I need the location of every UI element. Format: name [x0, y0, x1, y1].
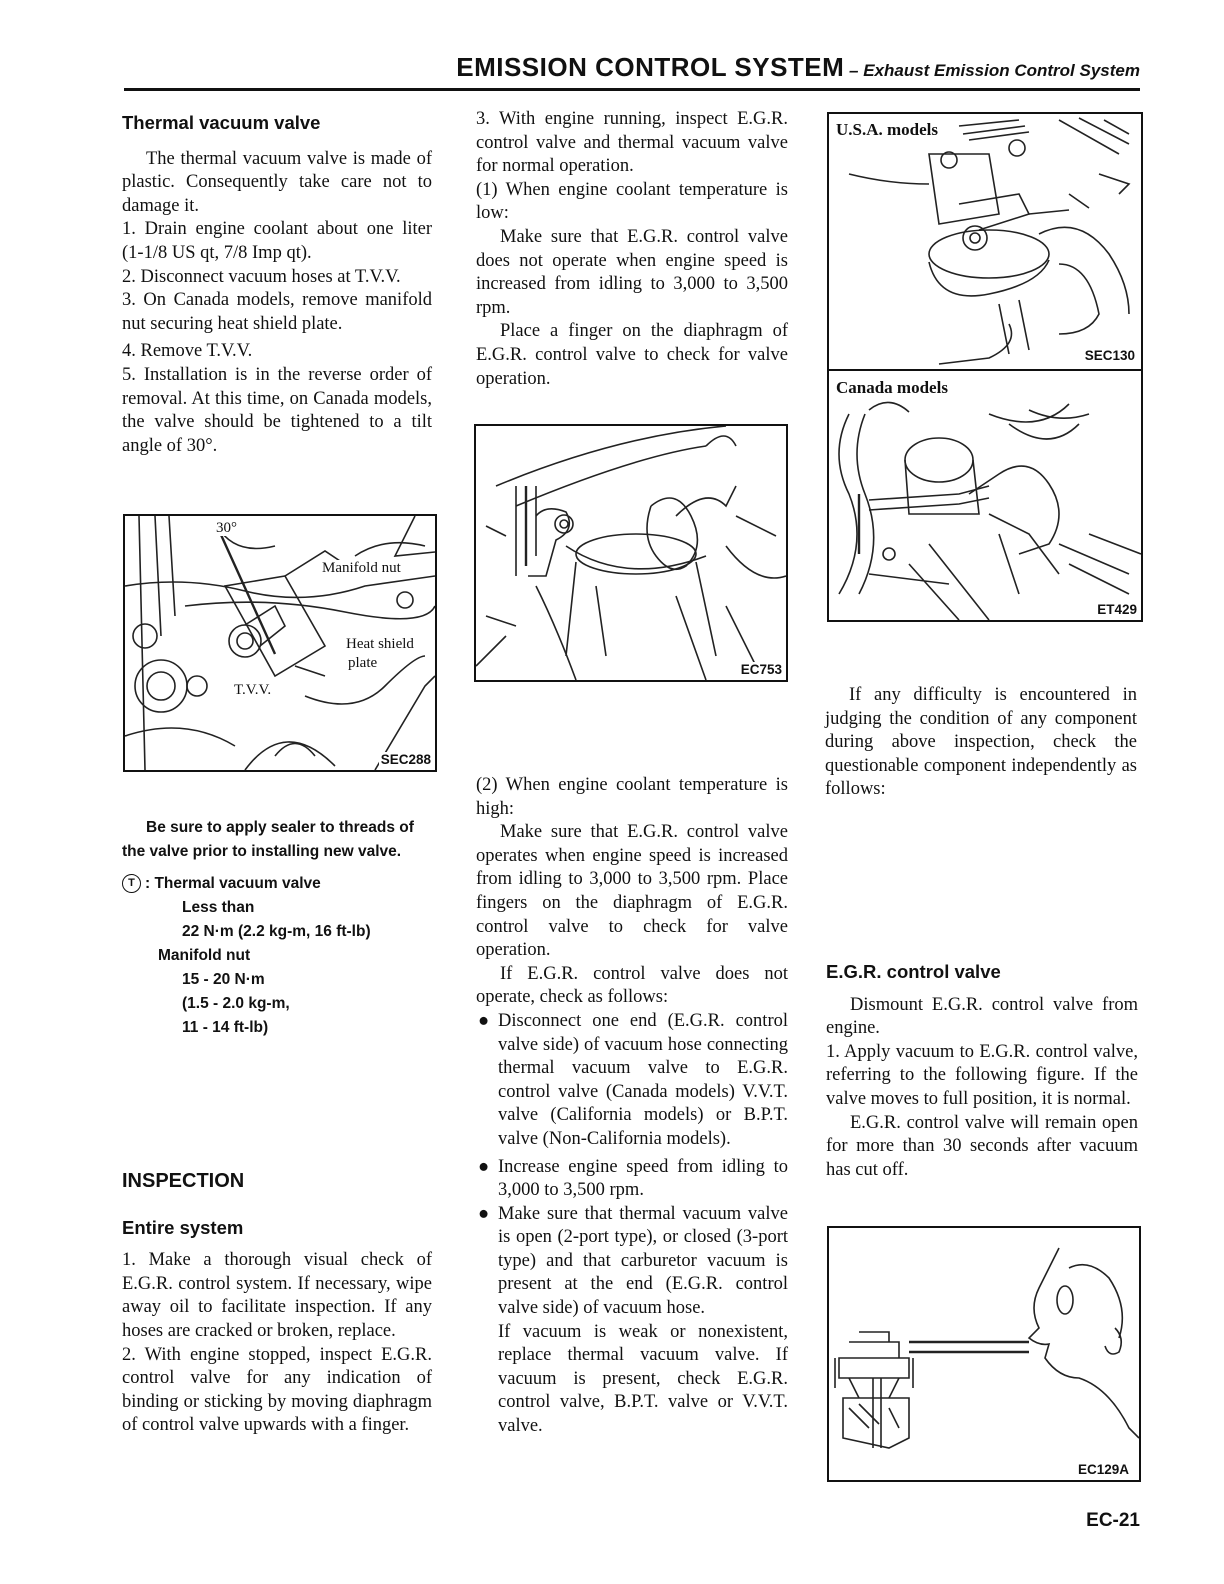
tvv-intro: The thermal vacuum valve is made of plastic. Consequently take care not to damage it.: [122, 148, 432, 216]
figure-code-sec130: SEC130: [1084, 348, 1135, 363]
check-bullet-2: ● Increase engine speed from idling to 3,000 to 3,500 rpm.: [478, 1156, 788, 1201]
column-left: [122, 108, 432, 458]
figure-code-ec753: EC753: [740, 662, 782, 677]
egr-valve-block: [826, 960, 1138, 1182]
canada-models-label: Canada models: [836, 378, 948, 397]
figure-code-ec129a: EC129A: [1077, 1462, 1129, 1477]
egr-p1: Dismount E.G.R. control valve from engine.: [826, 994, 1138, 1039]
sealer-note: Be sure to apply sealer to threads of the valve prior to installing new valve.: [122, 819, 414, 860]
heat-shield-label: Heat shield: [346, 636, 414, 652]
tvv-models-drawing: [829, 114, 1141, 620]
egr-p2: 1. Apply vacuum to E.G.R. control valve, referring to the following figure. If the valve moves to full position, it is normal.: [826, 1041, 1138, 1109]
entire-step-2: 2. With engine stopped, inspect E.G.R. control valve for any indication of binding or sticking by moving diaphragm of control valve upwards with a finger.: [122, 1344, 432, 1436]
manifold-nut-label: Manifold nut: [322, 560, 401, 576]
tvv-step-2: 2. Disconnect vacuum hoses at T.V.V.: [122, 266, 401, 287]
egr-p3: E.G.R. control valve will remain open for more than 30 seconds after vacuum has cut off.: [826, 1112, 1138, 1180]
heat-shield-label-2: plate: [348, 655, 378, 671]
torque-wrench-icon: T: [122, 874, 141, 893]
column-middle: [476, 108, 788, 391]
torque-manifold-title: Manifold nut: [158, 947, 251, 964]
egr-vacuum-drawing: [829, 1228, 1139, 1480]
entire-system-heading: Entire system: [122, 1216, 244, 1238]
high-temp-title: (2) When engine coolant temperature is high:: [476, 775, 788, 819]
step-3: 3. With engine running, inspect E.G.R. control valve and thermal vacuum valve for normal operation.: [476, 109, 788, 177]
torque-tvv-line-2: 22 N·m (2.2 kg-m, 16 ft-lb): [182, 923, 371, 940]
page-number: EC-21: [1086, 1510, 1140, 1531]
tvv-heading: Thermal vacuum valve: [122, 112, 321, 133]
torque-tvv-line-1: Less than: [182, 899, 255, 916]
egr-finger-drawing: [476, 426, 786, 680]
torque-manifold-line-3: 11 - 14 ft-lb): [182, 1019, 269, 1036]
usa-models-label: U.S.A. models: [836, 120, 939, 139]
egr-valve-heading: E.G.R. control valve: [826, 961, 1001, 982]
tvv-step-4: 4. Remove T.V.V.: [122, 341, 253, 362]
figure-egr-finger: [474, 424, 788, 682]
difficulty-block: [825, 684, 1137, 802]
tvv-label: T.V.V.: [234, 682, 272, 698]
figure-tvv-install: [123, 514, 437, 772]
figure-egr-vacuum: [827, 1226, 1141, 1482]
torque-manifold-line-1: 15 - 20 N·m: [182, 971, 265, 988]
inspection-block: [122, 1170, 432, 1438]
figure-tvv-models: [827, 112, 1143, 622]
sealer-note-block: [122, 816, 434, 1040]
entire-step-1: 1. Make a thorough visual check of E.G.R. control system. If necessary, wipe away oil to facilitate inspection. If any hoses are cracked or broken, replace.: [122, 1250, 432, 1341]
high-temp-block: [476, 774, 788, 1439]
check-bullet-3: ● Make sure that thermal vacuum valve is open (2-port type), or closed (3-port type) and that carburetor vacuum is present at the end (E.G.R. control valve side) of vacuum hose.: [478, 1203, 788, 1319]
low-temp-p1: Make sure that E.G.R. control valve does not operate when engine speed is increased from idling to 3,000 to 3,500 rpm.: [476, 226, 788, 318]
figure-code-sec288: SEC288: [380, 752, 431, 767]
check-bullet-3-cont: If vacuum is weak or nonexistent, replace thermal vacuum valve. If vacuum is present, check E.G.R. control valve, B.P.T. valve or V.V.T. valve.: [498, 1321, 788, 1437]
page-header: [124, 52, 1140, 91]
high-temp-p1: Make sure that E.G.R. control valve operates when engine speed is increased from idling to 3,000 to 3,500 rpm. Place fingers on the diaphragm of E.G.R. control valve to check for valve operation.: [476, 822, 788, 961]
torque-tvv-title: T : Thermal vacuum valve: [122, 872, 434, 896]
angle-label: 30°: [216, 520, 237, 536]
inspection-heading: INSPECTION: [122, 1170, 245, 1192]
high-temp-p2: If E.G.R. control valve does not operate, check as follows:: [476, 963, 788, 1008]
low-temp-title: (1) When engine coolant temperature is low:: [476, 179, 788, 224]
low-temp-p2: Place a finger on the diaphragm of E.G.R. control valve to check for valve operation.: [476, 321, 788, 389]
figure-code-et429: ET429: [1097, 602, 1137, 617]
difficulty-text: If any difficulty is encountered in judging the condition of any component during above inspection, check the questionable component independently as follows:: [825, 685, 1137, 800]
tvv-step-3: 3. On Canada models, remove manifold nut securing heat shield plate.: [122, 290, 432, 334]
header-subtitle: – Exhaust Emission Control System: [844, 61, 1140, 80]
torque-manifold-line-2: (1.5 - 2.0 kg-m,: [182, 995, 290, 1012]
check-bullet-1: ● Disconnect one end (E.G.R. control valve side) of vacuum hose connecting thermal vacuum valve to E.G.R. control valve (Canada models) V.V.T. valve (California models) or B.P.T. valve (Non-California models).: [478, 1010, 788, 1149]
tvv-step-5: 5. Installation is in the reverse order of removal. At this time, on Canada models, the valve should be tightened to a tilt angle of 30°.: [122, 364, 432, 456]
header-title: EMISSION CONTROL SYSTEM: [456, 52, 845, 82]
tvv-step-1: 1. Drain engine coolant about one liter (1-1/8 US qt, 7/8 Imp qt).: [122, 219, 432, 263]
